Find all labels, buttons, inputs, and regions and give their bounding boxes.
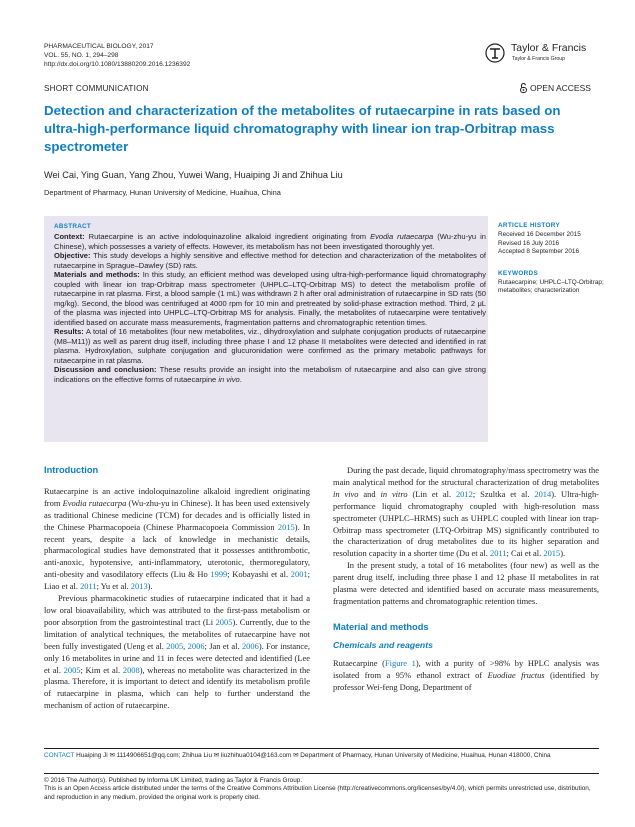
abstract-panel — [44, 216, 488, 442]
intro-paragraph-2: Previous pharmacokinetic studies of rutaecarpine indicated that it had a low oral bioavailability, which was attributed to the first-pass metabolism or poor absorption from the gastrointestinal tract (Li 2005). Currently, due to the limitation of analytical techniques, the metabolites of rutaecarpine have not been fully investigated (Ueng et al. 2005, 2006; Jan et al. 2006). For instance, only 16 metabolites in urine and 11 in feces were detected and identified (Lee et al. 2005; Kim et al. 2008), whereas no metabolite was characterized in the plasma. Therefore, it is important to detect and identify its metabolism profile of rutaecarpine in plasma, which can help to further understand the mechanism of action of rutaecarpine. — [44, 593, 310, 711]
article-history — [498, 222, 608, 257]
article-sidebar — [498, 222, 608, 309]
author-list[interactable]: Wei Cai, Ying Guan, Yang Zhou, Yuwei Wang, Huaiping Ji and Zhihua Liu — [44, 170, 343, 180]
abstract-body — [54, 232, 486, 384]
keywords-list: Rutaecarpine; UHPLC–LTQ-Orbitrap; metabolites; characterization — [498, 279, 604, 295]
contact-details[interactable]: Huaiping Ji ✉ 1114906651@qq.com; Zhihua Liu ✉ liuzhihua0104@163.com ✉ Department of Pharmacy, Hunan University of Medicine, Huaihua, Hunan 418000, China — [74, 752, 551, 759]
keywords-heading: KEYWORDS — [498, 269, 539, 277]
publisher-logo[interactable] — [485, 41, 605, 67]
publisher-group: Taylor & Francis Group — [512, 56, 566, 62]
taylor-francis-logo-icon — [485, 43, 505, 63]
abstract-results: Results: A total of 16 metabolites (four new metabolites, viz., dihydroxylation and sulphate conjugation products of rutaecarpine (M8–M11)) as well as parent drug itself, including three phase I and 12 phase II metabolites were detected and identified in rat plasma. Hydroxylation, sulphate conjugation and glucuronidation were confirmed as the primary metabolic pathways for rutaecarpine in rat plasma. — [54, 327, 486, 365]
journal-name: PHARMACEUTICAL BIOLOGY, 2017 — [44, 43, 154, 50]
introduction-heading: Introduction — [44, 465, 99, 475]
footer-rule-2 — [44, 773, 599, 774]
open-lock-icon — [520, 83, 527, 93]
history-heading: ARTICLE HISTORY — [498, 222, 561, 229]
received-date: Received 16 December 2015 — [498, 231, 581, 239]
doi-link[interactable]: http://dx.doi.org/10.1080/13880209.2016.1236392 — [44, 61, 191, 68]
accepted-date: Accepted 8 September 2016 — [498, 248, 580, 256]
keywords — [498, 270, 608, 296]
abstract-objective: Objective: This study develops a highly sensitive and effective method for detection and characterization of the metabolites of rutaecarpine in Sprague–Dawley (SD) rats. — [54, 251, 486, 270]
right-paragraph-1: During the past decade, liquid chromatography/mass spectrometry was the main analytical method for the structural characterization of drug metabolites in vivo and in vitro (Lin et al. 2012; Szultka et al. 2014). Ultra-high-performance liquid chromatography coupled with high-resolution mass spectrometer (UHPLC–HRMS) such as UHPLC coupled with linear ion trap-Orbitrap mass spectrometer (LTQ-Orbitrap MS) significantly contributed to the characterization of drug metabolites due to its higher separation and resolution capacity in a shorter time (Du et al. 2011; Cai et al. 2015). — [333, 465, 599, 559]
chemicals-heading: Chemicals and reagents — [333, 639, 433, 650]
copyright-line: © 2016 The Author(s). Published by Informa UK Limited, trading as Taylor & Francis Group. — [44, 777, 303, 784]
intro-paragraph-1: Rutaecarpine is an active indoloquinazoline alkaloid ingredient originating from Evodia rutaecarpa (Wu-zhu-yu in Chinese). It has been used extensively as traditional Chinese medicine (TCM) for decades and is officially listed in the Chinese Pharmacopoeia (Chinese Pharmacopoeia Commission 2015). In recent years, despite a lack of knowledge in mechanistic details, pharmacological studies have demonstrated that it possesses antithrombotic, anti-anoxic, hypotensive, anti-inflammatory, uterotonic, thermoregulatory, anti-obesity and vasodilatory effects (Liu & Ho 1999; Kobayashi et al. 2001; Liao et al. 2011; Yu et al. 2013). — [44, 485, 311, 592]
affiliation: Department of Pharmacy, Hunan University of Medicine, Huaihua, China — [44, 188, 281, 197]
journal-meta — [44, 42, 190, 69]
abstract-discussion: Discussion and conclusion: These results provide an insight into the metabolism of rutaecarpine and also can give strong indications on the effective forms of rutaecarpine in vivo. — [54, 365, 486, 384]
abstract-context: Context: Rutaecarpine is an active indoloquinazoline alkaloid ingredient originating from Evodia rutaecarpa (Wu-zhu-yu in Chinese), which possesses a variety of effects. However, its metabolism has not been investigated thoroughly yet. — [54, 232, 486, 251]
methods-heading: Material and methods — [333, 621, 429, 632]
journal-volume: VOL. 55, NO. 1, 294–298 — [44, 52, 119, 59]
abstract-methods: Materials and methods: In this study, an efficient method was developed using ultra-high-performance liquid chromatography coupled with linear ion trap-Orbitrap mass spectrometer (UHPLC–LTQ-Orbitrap MS) to detect the metabolism profile of rutaecarpine in rat plasma. First, a blood sample (1 mL) was withdrawn 2 h after oral administration of rutaecarpine in SD rats (50 mg/kg). Second, the blood was centrifuged at 4000 rpm for 10 min and pretreated by solid-phase extraction method. Third, 2 μL of the plasma was injected into UHPLC–LTQ-Orbitrap MS for analysis. Finally, the metabolites of rutaecarpine were tentatively identified based on accurate mass measurements, fragmentation patterns and chromatographic retention times. — [54, 270, 486, 327]
article-type: SHORT COMMUNICATION — [44, 84, 149, 93]
publisher-name: Taylor & Francis — [511, 42, 587, 54]
license-text: This is an Open Access article distributed under the terms of the Creative Commons Attribution License (http://creativecommons.org/licenses/by/4.0/), which permits unrestricted use, distribution, and reproduction in any medium, provided the original work is properly cited. — [44, 785, 591, 801]
abstract-heading: ABSTRACT — [54, 223, 92, 230]
right-paragraph-2: In the present study, a total of 16 metabolites (four new) as well as the parent drug itself, including three phase I and 12 phase II metabolites in rat plasma were detected and identified based on accurate mass measurements, fragmentation patterns and chromatographic retention times. — [333, 560, 599, 606]
open-access-label: OPEN ACCESS — [530, 83, 591, 93]
left-column — [44, 465, 310, 712]
contact-label: CONTACT — [44, 752, 75, 759]
chemicals-paragraph: Rutaecarpine (Figure 1), with a purity of >98% by HPLC analysis was isolated from a 95% ethanol extract of Euodiae fructus (identified by professor Wei-feng Dong, Department of — [333, 657, 599, 692]
open-access-badge[interactable] — [520, 83, 591, 93]
revised-date: Revised 16 July 2016 — [498, 239, 560, 247]
footer-rule — [44, 748, 599, 749]
article-title: Detection and characterization of the metabolites of rutaecarpine in rats based on ultra-high-performance liquid chromatography with linear ion trap-Orbitrap mass spectrometer — [44, 103, 561, 154]
copyright-block — [44, 777, 600, 802]
contact-info — [44, 752, 600, 760]
right-column — [333, 465, 599, 693]
